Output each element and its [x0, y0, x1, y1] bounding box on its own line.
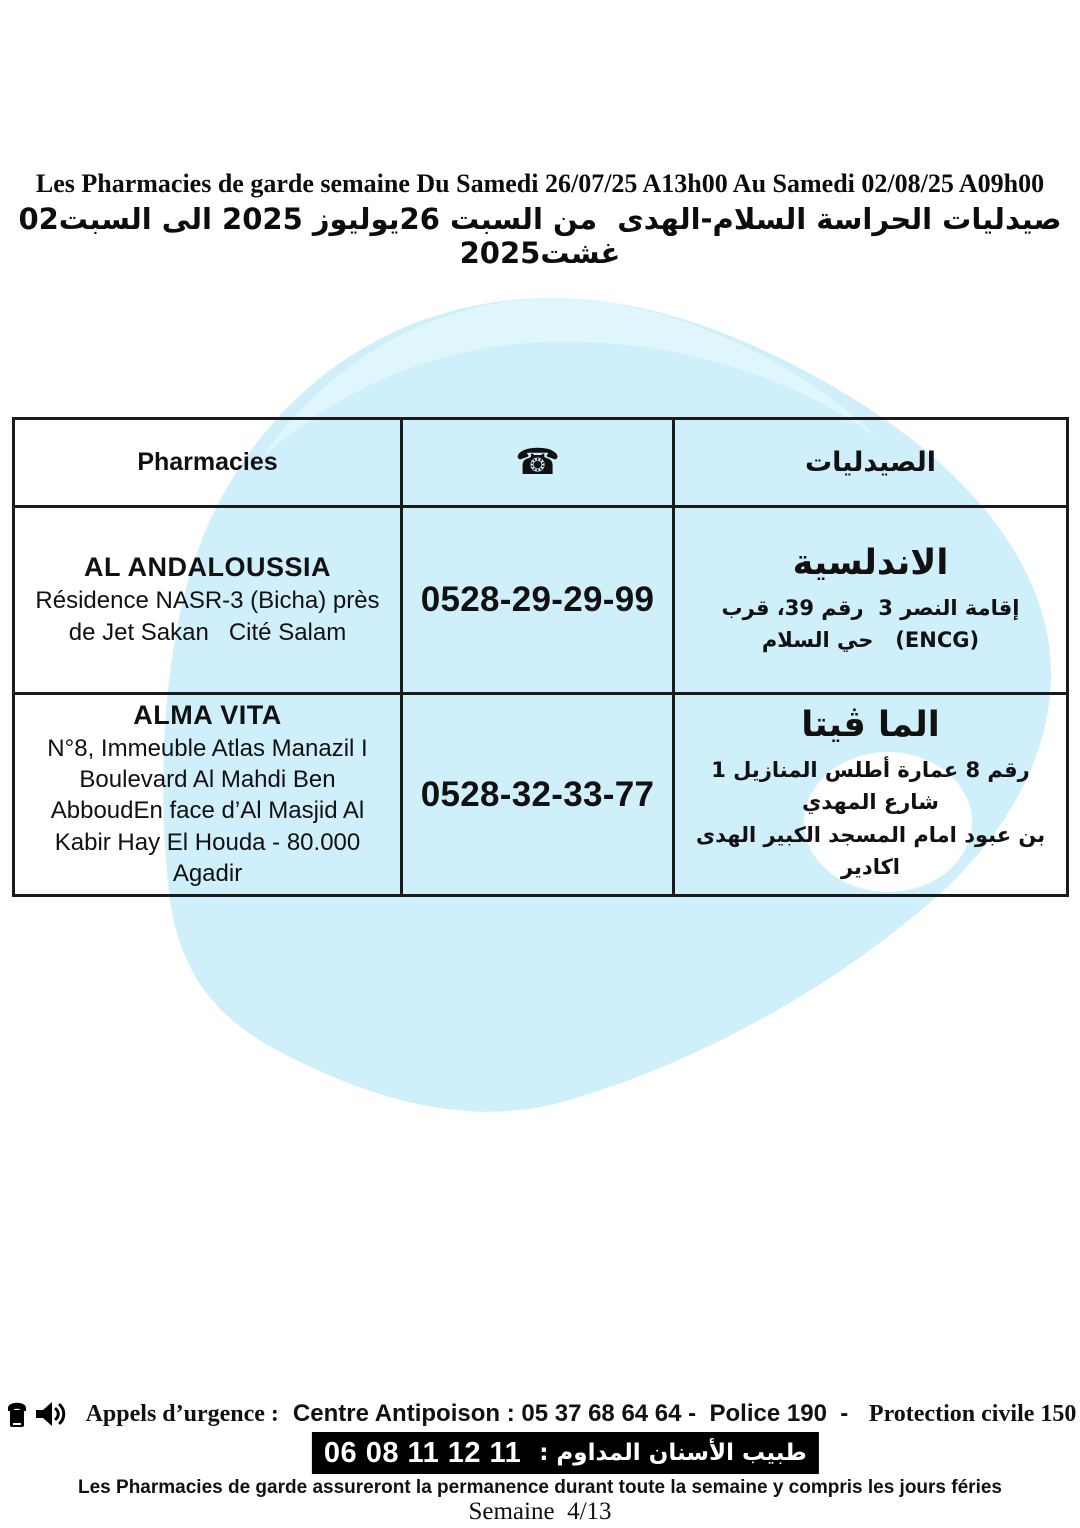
- pharmacy-address-ar-line: إقامة النصر 3 رقم 39، قرب: [721, 595, 1020, 620]
- pharmacy-phone-number: 0528-29-29-99: [420, 580, 655, 619]
- pharmacy-address-line: N°8, Immeuble Atlas Manazil I: [47, 735, 368, 763]
- emergency-label: Appels d’urgence :: [85, 1400, 285, 1427]
- pharmacy-name: AL ANDALOUSSIA: [83, 552, 331, 583]
- page-title-ar: صيدليات الحراسة السلام-الهدى من السبت 26يوليوز 2025 الى السبت02 غشت2025: [8, 202, 1062, 270]
- dentist-on-duty-bar: [312, 1432, 819, 1474]
- permanence-note: Les Pharmacies de garde assureront la permanence durant toute la semaine y compris les jours féries: [78, 1477, 1002, 1498]
- pharmacy-phone-cell: [402, 507, 674, 694]
- page-title-fr: Les Pharmacies de garde semaine Du Samedi 26/07/25 A13h00 Au Samedi 02/08/25 A09h00: [35, 169, 1045, 198]
- pharmacy-address-ar-line: رقم 8 عمارة أطلس المنازيل 1 شارع المهدي: [703, 757, 1030, 815]
- emergency-line: [0, 1396, 1080, 1432]
- dentist-label-ar: طبيب الأسنان المداوم :: [531, 1440, 807, 1466]
- table-header-row: [14, 419, 1068, 507]
- week-counter: Semaine 4/13: [468, 1498, 612, 1525]
- pharmacy-phone-number: 0528-32-33-77: [420, 774, 655, 814]
- pharmacy-address-line: Agadir: [172, 859, 243, 887]
- emergency-icons: [4, 1399, 68, 1429]
- pharmacy-cell-fr: [14, 507, 402, 694]
- pharmacy-phone-cell: [402, 694, 674, 896]
- pharmacies-table: [12, 417, 1069, 897]
- pharmacy-name-ar: الما ڤيتا: [801, 705, 940, 746]
- header-pharmacies-ar-label: الصيدليات: [804, 447, 937, 478]
- pharmacy-cell-fr: [14, 694, 402, 896]
- header-pharmacies: [14, 419, 402, 507]
- speaker-icon: [34, 1399, 68, 1429]
- pharmacy-address-line: Kabir Hay El Houda - 80.000: [54, 828, 361, 856]
- table-row: [14, 694, 1068, 896]
- pharmacy-cell-ar: [674, 507, 1068, 694]
- emergency-numbers: Centre Antipoison : 05 37 68 64 64 - Police 190 -: [292, 1400, 855, 1427]
- pharmacy-address-line: AbboudEn face d’Al Masjid Al: [50, 797, 365, 825]
- pharmacy-address-ar-line: (ENCG) حي السلام: [761, 628, 980, 653]
- pharmacy-cell-ar: [674, 694, 1068, 896]
- pharmacy-name: ALMA VITA: [133, 700, 282, 731]
- header-pharmacies-label: Pharmacies: [137, 448, 278, 476]
- phone-icon: [4, 1399, 30, 1429]
- pharmacy-address-line: Résidence NASR-3 (Bicha) près: [35, 587, 380, 615]
- pharmacy-name-ar: الاندلسية: [792, 543, 949, 584]
- pharmacy-address-ar-line: بن عبود امام المسجد الكبير الهدى اكادير: [688, 822, 1046, 880]
- header-pharmacies-ar: [674, 419, 1068, 507]
- telephone-icon: ☎: [515, 441, 560, 483]
- header-phone: [402, 419, 674, 507]
- pharmacy-address-line: Boulevard Al Mahdi Ben: [79, 766, 336, 794]
- footer: [0, 1396, 1080, 1525]
- dentist-phone-number: 06 08 11 12 11: [323, 1436, 522, 1469]
- table-row: [14, 507, 1068, 694]
- pharmacy-address-line: de Jet Sakan Cité Salam: [68, 618, 347, 646]
- protection-civile: Protection civile 150: [862, 1400, 1077, 1427]
